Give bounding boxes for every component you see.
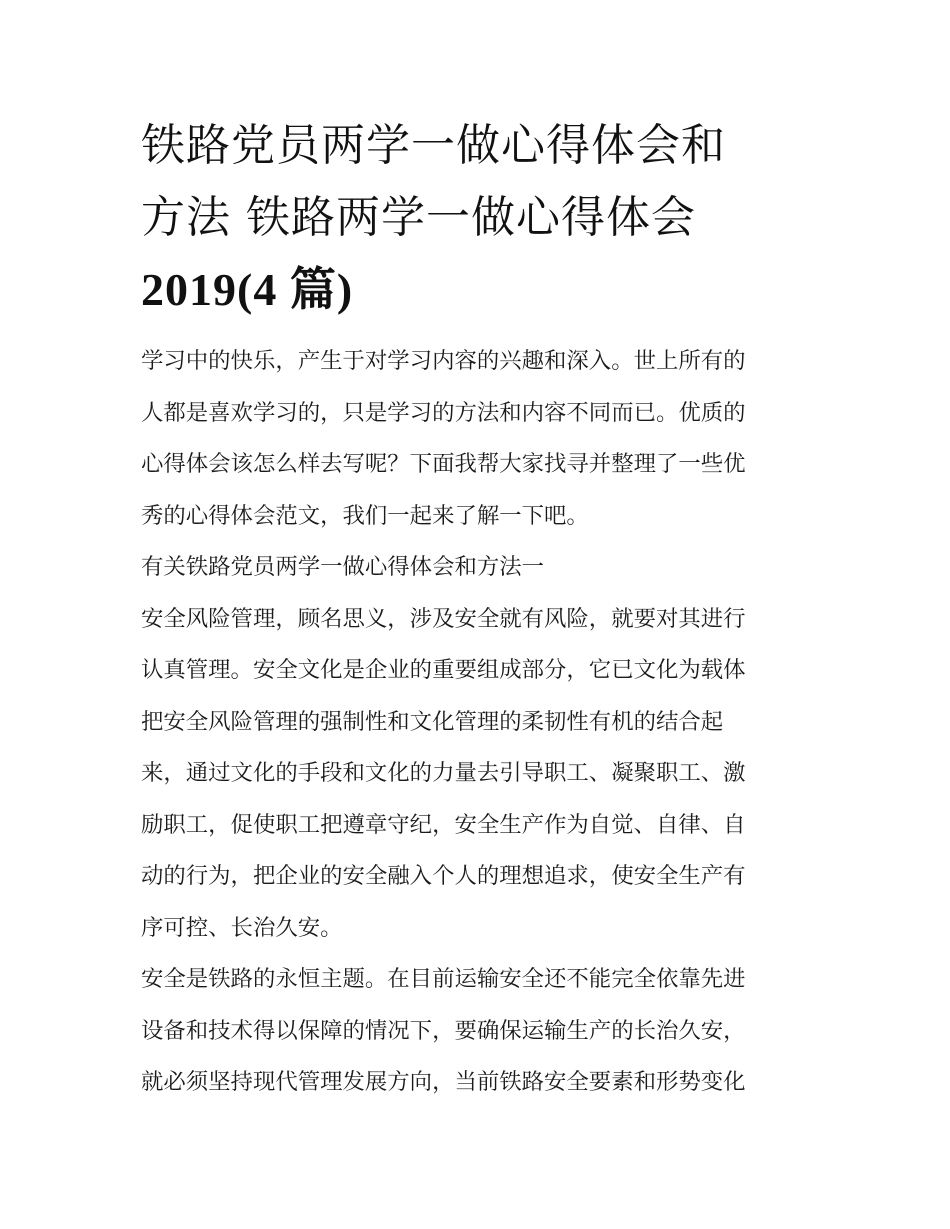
- paragraph-2-line-1: 安全是铁路的永恒主题。在目前运输安全还不能完全依靠先进: [141, 966, 746, 992]
- intro-line-3: 心得体会该怎么样去写呢？下面我帮大家找寻并整理了一些优: [141, 451, 746, 477]
- paragraph-1-line-7: 序可控、长治久安。: [141, 914, 343, 941]
- paragraph-1-line-6: 动的行为，把企业的安全融入个人的理想追求，使安全生产有: [141, 863, 746, 889]
- paragraph-2-line-3: 就必须坚持现代管理发展方向，当前铁路安全要素和形势变化: [141, 1069, 746, 1095]
- title-line-2: 方法 铁路两学一做心得体会: [141, 192, 696, 243]
- title-line-1: 铁路党员两学一做心得体会和: [141, 120, 726, 171]
- section-heading: 有关铁路党员两学一做心得体会和方法一: [141, 554, 545, 580]
- paragraph-1-line-5: 励职工，促使职工把遵章守纪，安全生产作为自觉、自律、自: [141, 811, 746, 838]
- title-line-3: 2019(4 篇): [141, 264, 354, 315]
- intro-line-1: 学习中的快乐，产生于对学习内容的兴趣和深入。世上所有的: [141, 348, 746, 374]
- paragraph-2-line-2: 设备和技术得以保障的情况下，要确保运输生产的长治久安，: [141, 1017, 746, 1044]
- paragraph-1-line-2: 认真管理。安全文化是企业的重要组成部分，它已文化为载体: [141, 657, 746, 683]
- paragraph-1-line-4: 来，通过文化的手段和文化的力量去引导职工、凝聚职工、激: [141, 760, 746, 786]
- paragraph-1-line-3: 把安全风险管理的强制性和文化管理的柔韧性有机的结合起: [141, 708, 724, 735]
- document-body: [141, 336, 813, 1109]
- document-page: [141, 110, 813, 1109]
- paragraph-1-line-1: 安全风险管理，顾名思义，涉及安全就有风险，就要对其进行: [141, 605, 746, 632]
- document-title: [141, 110, 813, 326]
- intro-line-2: 人都是喜欢学习的，只是学习的方法和内容不同而已。优质的: [141, 399, 746, 426]
- intro-line-4: 秀的心得体会范文，我们一起来了解一下吧。: [141, 502, 589, 529]
